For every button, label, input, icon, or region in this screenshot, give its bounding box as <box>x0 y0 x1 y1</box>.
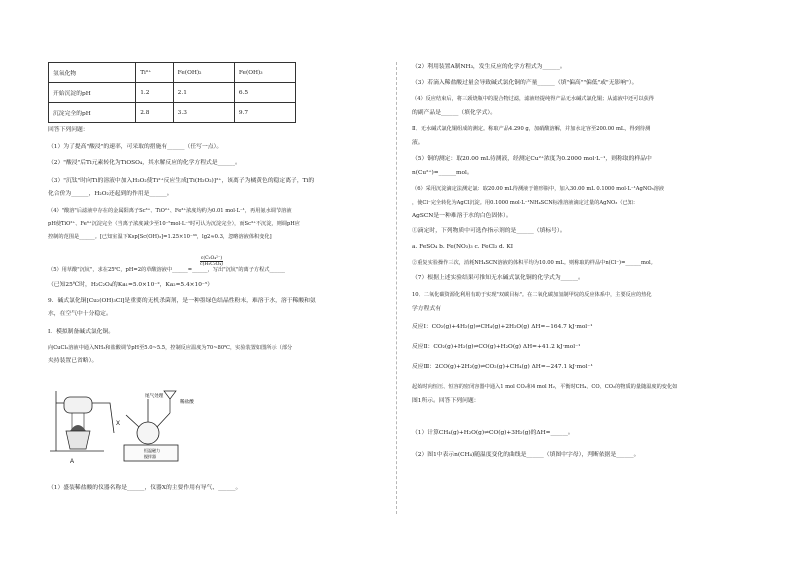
question-line: ，使Cl⁻完全转化为AgCl沉淀。用0.1000 mol·L⁻¹NH₄SCN标准溶液滴定过量的AgNO₃（已知： <box>412 200 639 206</box>
table-cell: 沉淀完全的pH <box>49 103 136 123</box>
concentration-fraction <box>200 256 223 267</box>
reaction-equation: 反应Ⅲ：2CO(g)+2H₂(g)⇌CO₂(g)+CH₄(g) ΔH=−247.1 kJ·mol⁻¹ <box>412 364 593 370</box>
question-line: pH使TiO²⁺、Fe³⁺沉淀完全（当离子浓度减少至10⁻⁵mol·L⁻¹时可认为沉淀完全），而Sc³⁺不沉淀，则调pH应 <box>48 221 300 227</box>
table-row <box>49 103 296 123</box>
acid-label: 稀盐酸 <box>180 400 194 405</box>
table-cell: 开始沉淀的pH <box>49 83 136 103</box>
question-line: 液。 <box>412 140 424 146</box>
heated-flask <box>64 397 92 413</box>
table-cell: 6.5 <box>234 83 295 103</box>
question-line: （4）反应结束后，将三颈烧瓶中的混合物过滤，滤液经提纯得产品无水碱式氯化铜；从滤液中还可以获得 <box>412 96 654 102</box>
fraction-numerator: c(C₂O₄²⁻) <box>200 256 223 261</box>
question-line: （2）"酸浸"后Ti元素转化为TiOSO₄，其水解反应的化学方程式是______。 <box>48 160 241 166</box>
question-line: （3）若滴入稀盐酸过量会导致碱式氯化铜的产量______（填"偏高""偏低"或"无影响"）。 <box>412 80 638 86</box>
dropping-funnel-icon <box>164 391 176 413</box>
ph-table <box>48 62 296 123</box>
question-line: （1）盛装稀盐酸的仪器名称是______，仪器X的主要作用有导气、______。 <box>48 485 242 491</box>
table-header-row <box>49 63 296 83</box>
question-line: n(Cu²⁺)=______mol。 <box>412 170 473 176</box>
question-line: （2）利用装置A制NH₃，发生反应的化学方程式为______。 <box>412 64 566 70</box>
section-heading: Ⅰ．模拟制备碱式氯化铜。 <box>48 329 115 335</box>
answer-prompt: 回答下列问题： <box>48 127 89 133</box>
section-heading: Ⅱ．无水碱式氯化铜组成的测定。称取产品4.290 g，加硝酸溶解，并加水定容至200.00 mL，得到待测 <box>412 126 651 132</box>
table-row <box>49 83 296 103</box>
question-line: （1）为了提高"酸浸"的速率，可采取的措施有______（任写一点）。 <box>48 144 223 150</box>
question-line: 向CuCl₂溶液中通入NH₃和盐酸调节pH至5.0~5.5，控制反应温度为70~80℃，实验装置如图所示（部分 <box>48 345 293 351</box>
table-cell: 9.7 <box>234 103 295 123</box>
stirrer-label-1: 恒温磁力 <box>144 448 160 453</box>
tail-gas-label: 尾气处理 <box>145 394 164 399</box>
column-divider <box>396 62 397 514</box>
burner-flame-icon <box>70 425 86 431</box>
question-line: 学方程式有 <box>412 306 441 312</box>
question-title: 10．二氧化碳资源化利用有助于实现"双碳目标"。在二氧化碳加氢制甲烷的反应体系中，主要反应的热化 <box>412 292 652 298</box>
table-cell: 2.1 <box>173 83 234 103</box>
question-line: （6）采用沉淀滴定法测定氯：取20.00 mL待测液于锥形瓶中，加入30.00 mL 0.1000 mol·L⁻¹AgNO₃溶液 <box>412 186 665 192</box>
question-line: ①滴定时，下列物质中可选作指示剂的是______（填标号）。 <box>412 228 566 234</box>
three-neck-flask <box>137 422 159 444</box>
alcohol-burner <box>66 431 90 449</box>
question-line: 化合价为______，H₂O₂还起到的作用是______。 <box>48 191 173 197</box>
table-header-cell: Fe(OH)₂ <box>173 63 234 83</box>
question-line: （1）计算CH₄(g)+H₂O(g)⇌CO(g)+3H₂(g)的ΔH=______。 <box>412 430 574 436</box>
apparatus-diagram <box>48 385 248 477</box>
question-line: （7）根据上述实验结果可推知无水碱式氯化铜的化学式为______。 <box>412 275 584 281</box>
table-cell: 1.2 <box>136 83 173 103</box>
right-neck <box>157 413 170 427</box>
question-line: 控制的范围是______。[已知室温下Ksp[Sc(OH)₃]=1.25×10⁻³³，lg2≈0.3，忽略溶液体积变化] <box>48 234 272 240</box>
question-line: （已知25℃时，H₂C₂O₄的Ka₁=5.0×10⁻²，Ka₂=5.4×10⁻⁵） <box>48 282 214 288</box>
apparatus-figure <box>48 385 248 477</box>
question-line: AgSCN是一种难溶于水的白色固体）。 <box>412 213 512 219</box>
label-a: A <box>70 459 75 465</box>
question-line: （5）铜的测定：取20.00 mL待测液，经测定Cu²⁺浓度为0.2000 mol·L⁻¹，则称取的样品中 <box>412 156 652 162</box>
left-neck <box>126 415 139 427</box>
question-line: 的副产品是______（填化学式）。 <box>412 110 497 116</box>
question-line: 图1所示。回答下列问题： <box>412 398 480 404</box>
table-cell: 2.8 <box>136 103 173 123</box>
table-header-cell: Ti⁰⁺ <box>136 63 173 83</box>
question-line: （3）"沉钛"时向Ti的溶液中加入H₂O₂使Ti²⁺反应生成[Ti(H₂O₂)]²⁺，该离子为橘黄色的稳定离子，Ti的 <box>48 178 315 184</box>
table-header-cell: 氢氧化物 <box>49 63 136 83</box>
question-line: ②重复实验操作三次，消耗NH₄SCN溶液的体积平均为10.00 mL。则称取的样品中n(Cl⁻)=______mol。 <box>412 260 656 266</box>
question-line: （2）图1中表示n(CH₄)随温度变化的曲线是______（填图中字母），判断依据是______。 <box>412 452 640 458</box>
stirrer-label-2: 搅拌器 <box>144 454 156 459</box>
question-line: （4）"酸溶"后滤液中存在的金属阳离子Sc³⁺、TiO²⁺、Fe³⁺浓度均约为0.01 mol·L⁻¹，再用氨水调节溶液 <box>48 208 292 214</box>
question-title: 9．碱式氯化铜[Cu₂(OH)₃Cl]是重要的无机杀菌剂，是一种墨绿色结晶性粉末，难溶于水，溶于稀酸和氨 <box>48 298 316 304</box>
delivery-tube <box>92 403 114 433</box>
question-line: 夹持装置已省略）。 <box>48 358 98 364</box>
label-x: X <box>116 421 121 427</box>
question-line: 水，在空气中十分稳定。 <box>48 311 112 317</box>
table-cell: 3.3 <box>173 103 234 123</box>
table-header-cell: Fe(OH)₃ <box>234 63 295 83</box>
reaction-equation: 反应Ⅰ：CO₂(g)+4H₂(g)⇌CH₄(g)+2H₂O(g) ΔH=−164.7 kJ·mol⁻¹ <box>412 324 593 330</box>
fraction-denominator: c(H₂C₂O₄) <box>200 262 223 267</box>
question-line: 起始时向恒压、恒容的密闭容器中通入1 mol CO₂和4 mol H₂，平衡时CH₄、CO、CO₂的物质的量随温度的变化如 <box>412 384 678 390</box>
question-line: （5）用草酸"沉钪"，求在25℃，pH=2的草酸溶液中______=______，写出"沉钪"的离子方程式______ <box>48 267 286 273</box>
answer-options: a. FeSO₄ b. Fe(NO₃)₃ c. FeCl₃ d. KI <box>412 244 514 250</box>
reaction-equation: 反应Ⅱ：CO₂(g)+H₂(g)⇌CO(g)+H₂O(g) ΔH=+41.2 kJ·mol⁻¹ <box>412 344 581 350</box>
